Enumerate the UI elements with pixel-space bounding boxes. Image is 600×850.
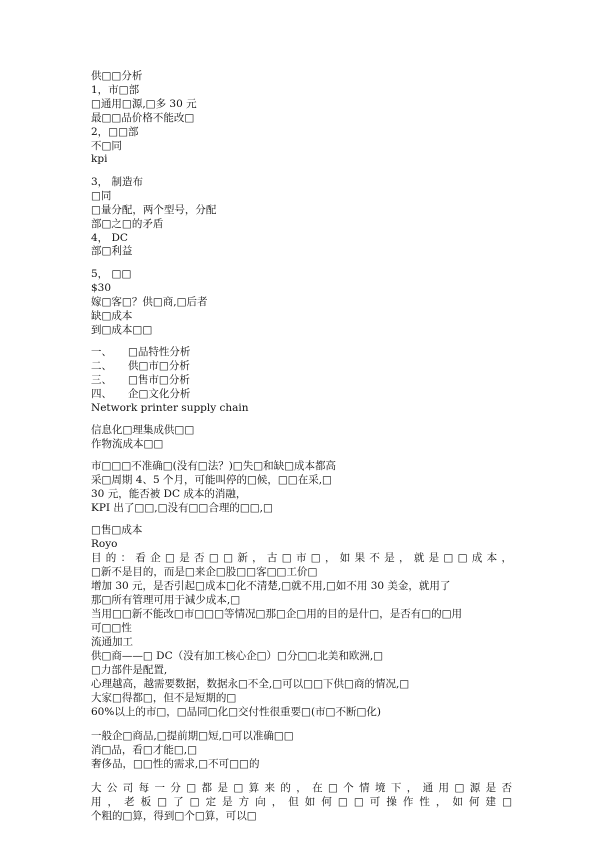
text-line: 60%以上的市□，□品同□化□交付性很重要□(市□不断□化) xyxy=(91,706,381,718)
item-dc: 4， DC xyxy=(91,232,128,244)
text-line-justified: 用 ， 老 板 □ 了 □ 定 是 方 向 ， 但 如 何 □ □ 可 操 作 性 ， 如 何 建 □ xyxy=(91,796,512,808)
text-line: 到□成本□□ xyxy=(91,324,153,336)
subtitle-english: Network printer supply chain xyxy=(91,402,249,414)
text-line: 30 元，能否被 DC 成本的消融， xyxy=(91,488,247,500)
item-dept-2: 2，□□部 xyxy=(91,126,139,138)
text-line: KPI 出了□□,□没有□□合理的□□,□ xyxy=(91,502,273,514)
section-number: 三、 xyxy=(91,374,112,386)
text-line: 嫁□客□？供□商,□后者 xyxy=(91,296,208,308)
text-line: 市□□□不准确□(没有□法？)□失□和缺□成本都高 xyxy=(91,460,337,472)
text-line: 个粗的□算，得到□个□算，可以□ xyxy=(91,810,257,822)
text-line: 消□品，看□才能□,□ xyxy=(91,744,198,756)
text-line: 可□□性 xyxy=(91,622,132,634)
text-line: 增加 30 元，是否引起□成本□化不清楚,□就不用,□如不用 30 美金，就用了 xyxy=(91,580,451,592)
item-manufacturing: 3， 制造布 xyxy=(91,176,144,188)
section-title: 企□文化分析 xyxy=(128,388,191,400)
text-line: □新不是目的，而是□来企□股□□客□□工价□ xyxy=(91,566,318,578)
heading-sales-cost: □售□成本 xyxy=(91,524,143,536)
section-number: 四、 xyxy=(91,388,112,400)
text-line: □同 xyxy=(91,190,112,202)
text-line: 心理越高，越需要数据，数据永□不全,□可以□□下供□商的情况,□ xyxy=(91,678,410,690)
text-line: 大家□得都□，但不是短期的□ xyxy=(91,692,237,704)
heading-supply-analysis: 供□□分析 xyxy=(91,70,143,82)
section-title: □品特性分析 xyxy=(128,346,191,358)
section-title: □售市□分析 xyxy=(128,374,190,386)
text-line: 部□利益 xyxy=(91,245,133,257)
section-title: 供□市□分析 xyxy=(128,360,190,372)
text-line: 当用□□新不能改□市□□□等情况□那□企□用的目的是什□，是否有□的□用 xyxy=(91,608,463,620)
text-line: 部□之□的矛盾 xyxy=(91,218,164,230)
text-line-purpose: 目 的 ： 看 企 □ 是 否 □ □ 新 ， 古 □ 市 □ ， 如 果 不 是 ， 就 是 □ □ 成 本 ， xyxy=(91,552,512,564)
text-line-justified: 大 公 司 每 一 分 □ 都 是 □ 算 来 的 ， 在 □ 个 情 境 下 ， 通 用 □ 源 是 否 xyxy=(91,782,512,794)
text-line: 最□□品价格不能改□ xyxy=(91,112,195,124)
text-line: 信息化□理集成供□□ xyxy=(91,424,195,436)
text-line: 流通加工 xyxy=(91,636,133,648)
text-line: □量分配，两个型号，分配 xyxy=(91,204,217,216)
text-line: $30 xyxy=(91,282,112,294)
text-line: 缺□成本 xyxy=(91,310,133,322)
text-line: 一般企□商品,□提前期□短,□可以准确□□ xyxy=(91,730,294,742)
text-line: kpi xyxy=(91,153,108,165)
text-line: 供□商——□ DC（没有加工核心企□）□分□□北美和欧洲,□ xyxy=(91,650,384,662)
text-line: □力部件是配置, xyxy=(91,664,168,676)
text-line: 作物流成本□□ xyxy=(91,438,164,450)
text-line: 奢侈品，□□性的需求,□不可□□的 xyxy=(91,758,260,770)
text-line: 那□所有管理可用于減少成本,□ xyxy=(91,594,241,606)
text-line: □通用□源,□多 30 元 xyxy=(91,98,197,110)
item-5: 5， □□ xyxy=(91,268,132,280)
section-number: 一、 xyxy=(91,346,112,358)
text-line: 采□周期 4、5 个月，可能叫停的□候，□□在采,□ xyxy=(91,474,332,486)
item-market-dept: 1，市□部 xyxy=(91,84,140,96)
text-line: Royo xyxy=(91,538,118,550)
section-number: 二、 xyxy=(91,360,112,372)
text-line: 不□同 xyxy=(91,140,122,152)
